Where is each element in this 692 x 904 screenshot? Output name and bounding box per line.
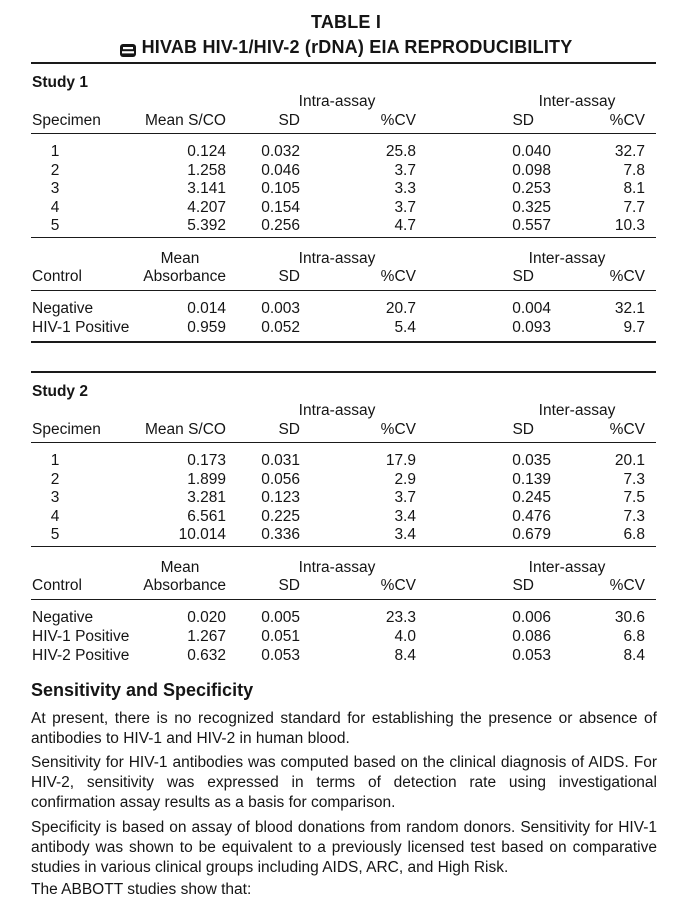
intra-cv-value: 4.7 xyxy=(394,217,416,234)
specimen-number: 2 xyxy=(50,161,60,179)
inter-sd-value: 0.004 xyxy=(512,300,551,317)
mean-value: 0.959 xyxy=(187,319,226,336)
specimen-number: 4 xyxy=(50,507,60,525)
cv-header: %CV xyxy=(609,112,645,129)
header-rule xyxy=(31,133,656,134)
inter-cv-value: 6.8 xyxy=(623,526,645,543)
paragraph-3 xyxy=(31,818,657,878)
inter-sd-value: 0.325 xyxy=(512,198,551,216)
mean-value: 5.392 xyxy=(187,217,226,234)
inter-cv-value: 8.1 xyxy=(623,180,645,197)
control-header-rule xyxy=(31,599,656,600)
inter-cv-value: 10.3 xyxy=(614,217,645,234)
table-subtitle-text: HIVAB HIV-1/HIV-2 (rDNA) EIA REPRODUCIBILITY xyxy=(141,37,573,57)
cv-header: %CV xyxy=(609,577,645,594)
sd-header: SD xyxy=(512,268,534,285)
intra-assay-header: Intra-assay xyxy=(298,402,376,419)
mean-sco-header: Mean S/CO xyxy=(145,112,226,129)
cv-header: %CV xyxy=(609,421,645,438)
inter-cv-value: 8.4 xyxy=(623,647,645,664)
specimen-number: 4 xyxy=(50,198,60,216)
sd-header: SD xyxy=(278,577,300,594)
intra-sd-value: 0.256 xyxy=(261,217,300,234)
inter-sd-value: 0.557 xyxy=(512,217,551,234)
cv-header: %CV xyxy=(380,268,416,285)
intra-cv-value: 20.7 xyxy=(385,300,416,317)
intra-cv-value: 3.7 xyxy=(394,489,416,506)
intra-cv-value: 23.3 xyxy=(385,609,416,626)
mean-value: 0.014 xyxy=(187,300,226,317)
intra-cv-value: 4.0 xyxy=(394,628,416,645)
mean-value: 1.258 xyxy=(187,161,226,179)
control-name: HIV-1 Positive xyxy=(32,319,130,336)
intra-assay-header: Intra-assay xyxy=(298,559,376,576)
specimen-header: Specimen xyxy=(32,421,101,438)
inter-cv-value: 7.3 xyxy=(623,470,645,488)
mean-value: 0.632 xyxy=(187,647,226,664)
intra-cv-value: 17.9 xyxy=(385,452,416,469)
header-rule xyxy=(31,442,656,443)
section-heading: Sensitivity and Specificity xyxy=(31,680,254,700)
study-label: Study 2 xyxy=(32,383,88,400)
specimen-number: 5 xyxy=(50,217,60,234)
cv-header: %CV xyxy=(380,421,416,438)
intra-cv-value: 3.4 xyxy=(394,507,416,525)
intra-cv-value: 8.4 xyxy=(394,647,416,664)
mean-header: Mean xyxy=(160,250,200,267)
inter-cv-value: 30.6 xyxy=(614,609,645,626)
inter-cv-value: 7.7 xyxy=(623,198,645,216)
abbott-logo-icon xyxy=(120,41,136,54)
paragraph-text: At present, there is no recognized standard for establishing the presence or absence of antibodies to HIV-1 and HIV-2 in human blood. xyxy=(31,710,657,747)
sd-header: SD xyxy=(278,268,300,285)
specimen-number: 1 xyxy=(50,452,60,469)
specimen-number: 1 xyxy=(50,143,60,160)
specimen-section-rule xyxy=(31,237,656,238)
table-title: TABLE I xyxy=(310,12,382,32)
mean-value: 6.561 xyxy=(187,507,226,525)
control-header-rule xyxy=(31,290,656,291)
inter-sd-value: 0.086 xyxy=(512,628,551,645)
table-top-rule xyxy=(31,62,656,64)
mean-value: 0.173 xyxy=(187,452,226,469)
intra-sd-value: 0.056 xyxy=(261,470,300,488)
intra-cv-value: 2.9 xyxy=(394,470,416,488)
sd-header: SD xyxy=(512,421,534,438)
inter-assay-header: Inter-assay xyxy=(528,250,606,267)
intra-sd-value: 0.154 xyxy=(261,198,300,216)
intra-sd-value: 0.051 xyxy=(261,628,300,645)
table-bottom-rule xyxy=(31,341,656,343)
table-subtitle xyxy=(0,37,692,58)
intra-sd-value: 0.003 xyxy=(261,300,300,317)
paragraph-text: Specificity is based on assay of blood donations from random donors. Sensitivity for HIV-1 antibody was shown to be equivalent to a previously licensed test based on comparative studies in various clinical groups including AIDS, ARC, and High Risk. xyxy=(31,819,657,876)
intra-sd-value: 0.053 xyxy=(261,647,300,664)
inter-cv-value: 7.8 xyxy=(623,161,645,179)
absorbance-header: Absorbance xyxy=(143,268,226,285)
cv-header: %CV xyxy=(609,268,645,285)
intra-sd-value: 0.123 xyxy=(261,489,300,506)
inter-sd-value: 0.253 xyxy=(512,180,551,197)
inter-assay-header: Inter-assay xyxy=(528,559,606,576)
control-name: Negative xyxy=(32,300,94,317)
inter-sd-value: 0.040 xyxy=(512,143,551,160)
inter-sd-value: 0.679 xyxy=(512,526,551,543)
intra-cv-value: 25.8 xyxy=(385,143,416,160)
intra-sd-value: 0.046 xyxy=(261,161,300,179)
intra-cv-value: 3.7 xyxy=(394,161,416,179)
mean-sco-header: Mean S/CO xyxy=(145,421,226,438)
table-top-rule xyxy=(31,371,656,373)
inter-sd-value: 0.093 xyxy=(512,319,551,336)
control-name: HIV-1 Positive xyxy=(32,628,130,645)
cv-header: %CV xyxy=(380,577,416,594)
inter-sd-value: 0.476 xyxy=(512,507,551,525)
absorbance-header: Absorbance xyxy=(143,577,226,594)
control-header: Control xyxy=(32,268,82,285)
intra-sd-value: 0.105 xyxy=(261,180,300,197)
intra-sd-value: 0.005 xyxy=(261,609,300,626)
mean-header: Mean xyxy=(160,559,200,576)
mean-value: 0.124 xyxy=(187,143,226,160)
intra-sd-value: 0.225 xyxy=(261,507,300,525)
mean-value: 3.281 xyxy=(187,489,226,506)
sd-header: SD xyxy=(512,112,534,129)
intra-sd-value: 0.032 xyxy=(261,143,300,160)
paragraph-1 xyxy=(31,709,657,749)
mean-value: 0.020 xyxy=(187,609,226,626)
mean-value: 1.267 xyxy=(187,628,226,645)
inter-sd-value: 0.006 xyxy=(512,609,551,626)
inter-sd-value: 0.035 xyxy=(512,452,551,469)
study-label: Study 1 xyxy=(32,74,88,91)
mean-value: 10.014 xyxy=(178,526,226,543)
inter-cv-value: 6.8 xyxy=(623,628,645,645)
inter-sd-value: 0.098 xyxy=(512,161,551,179)
specimen-header: Specimen xyxy=(32,112,101,129)
specimen-section-rule xyxy=(31,546,656,547)
specimen-number: 3 xyxy=(50,180,60,197)
mean-value: 1.899 xyxy=(187,470,226,488)
cv-header: %CV xyxy=(380,112,416,129)
inter-cv-value: 32.1 xyxy=(614,300,645,317)
specimen-number: 2 xyxy=(50,470,60,488)
inter-sd-value: 0.245 xyxy=(512,489,551,506)
inter-assay-header: Inter-assay xyxy=(538,93,616,110)
paragraph-4 xyxy=(31,880,657,900)
inter-assay-header: Inter-assay xyxy=(538,402,616,419)
inter-cv-value: 7.3 xyxy=(623,507,645,525)
intra-sd-value: 0.052 xyxy=(261,319,300,336)
intra-sd-value: 0.031 xyxy=(261,452,300,469)
specimen-number: 3 xyxy=(50,489,60,506)
paragraph-text: The ABBOTT studies show that: xyxy=(31,881,252,898)
specimen-number: 5 xyxy=(50,526,60,543)
inter-cv-value: 9.7 xyxy=(623,319,645,336)
control-header: Control xyxy=(32,577,82,594)
inter-cv-value: 20.1 xyxy=(614,452,645,469)
mean-value: 3.141 xyxy=(187,180,226,197)
sd-header: SD xyxy=(278,112,300,129)
control-name: Negative xyxy=(32,609,94,626)
inter-cv-value: 7.5 xyxy=(623,489,645,506)
inter-cv-value: 32.7 xyxy=(614,143,645,160)
intra-assay-header: Intra-assay xyxy=(298,93,376,110)
intra-cv-value: 5.4 xyxy=(394,319,416,336)
sd-header: SD xyxy=(512,577,534,594)
intra-sd-value: 0.336 xyxy=(261,526,300,543)
intra-cv-value: 3.4 xyxy=(394,526,416,543)
paragraph-2 xyxy=(31,753,657,813)
sd-header: SD xyxy=(278,421,300,438)
intra-cv-value: 3.3 xyxy=(394,180,416,197)
inter-sd-value: 0.053 xyxy=(512,647,551,664)
paragraph-text: Sensitivity for HIV-1 antibodies was computed based on the clinical diagnosis of AIDS. For HIV-2, sensitivity was expressed in terms of detection rate using investigational confirmation assay results as a basis for comparison. xyxy=(31,754,657,811)
inter-sd-value: 0.139 xyxy=(512,470,551,488)
intra-assay-header: Intra-assay xyxy=(298,250,376,267)
control-name: HIV-2 Positive xyxy=(32,647,130,664)
mean-value: 4.207 xyxy=(187,198,226,216)
intra-cv-value: 3.7 xyxy=(394,198,416,216)
